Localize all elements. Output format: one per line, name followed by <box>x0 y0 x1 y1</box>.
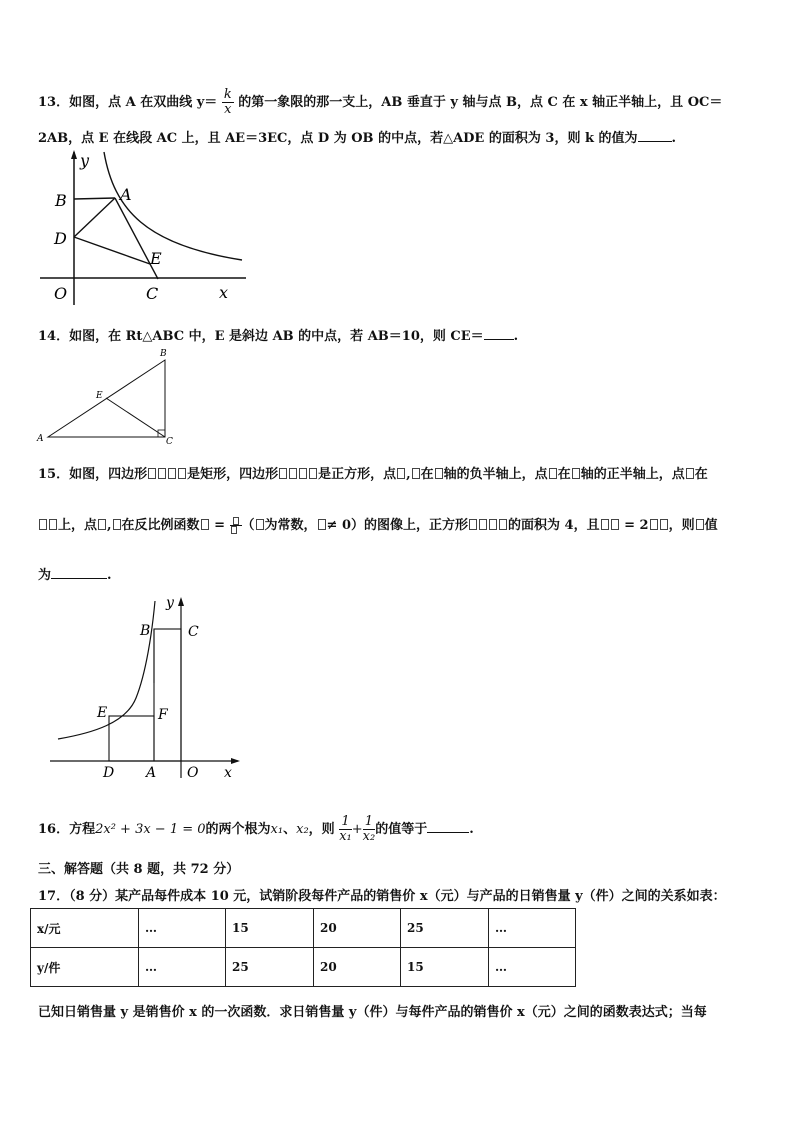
table-row <box>31 948 576 987</box>
q15-text-e: 轴的负半轴上，点 <box>443 467 548 482</box>
table-cell: 25 <box>226 948 314 987</box>
q13-hyperbola <box>104 152 242 260</box>
q16-text-c: ，则 <box>308 822 335 837</box>
table-cell: … <box>489 909 576 948</box>
q14-label-B: B <box>160 349 167 359</box>
q13-text-c: 2AB，点 E 在线段 AC 上，且 AE＝3EC，点 D 为 OB 的中点，若△ADE 的面积为 3，则 k 的值为 <box>38 131 638 146</box>
q16-sep: 、 <box>283 822 297 837</box>
q13-segment-DA <box>74 198 115 237</box>
q15-y-arrow <box>178 597 184 606</box>
table-cell: 15 <box>401 948 489 987</box>
q15-text-q: 值 <box>704 518 718 533</box>
q15-label-D: D <box>103 765 115 781</box>
q16-period: . <box>469 822 474 837</box>
q13-fraction <box>222 88 234 117</box>
q13-label-E: E <box>150 249 162 268</box>
q16-answer-blank[interactable] <box>427 820 469 833</box>
q13-frac-num: k <box>223 87 232 102</box>
q15-label-O: O <box>187 765 199 781</box>
q13-answer-blank[interactable] <box>638 129 672 142</box>
q15-label-x: x <box>224 765 232 781</box>
q15-label-A: A <box>146 765 157 781</box>
q15-text-c: 是正方形，点 <box>318 467 397 482</box>
q15-line2: 上，点 , 在反比例函数 = （ 为常数， ≠ 0）的图像上，正方形 的面积为 4，且 = 2 ，则 值 <box>38 514 718 534</box>
q14-figure <box>34 346 182 446</box>
q15-square-EFAD <box>109 716 154 761</box>
q15-text-d: 在 <box>420 467 434 482</box>
q15-text-j: 在反比例函数 <box>121 518 200 533</box>
q14-label-C: C <box>166 437 173 446</box>
q13-label-D: D <box>54 229 67 248</box>
table-cell: x/元 <box>31 909 139 948</box>
q15-text-r: 为 <box>38 568 52 583</box>
q16-text-d: 的值等于 <box>375 822 428 837</box>
q15-text-n: 的面积为 4，且 <box>508 518 600 533</box>
q14-period: . <box>513 329 519 344</box>
q16-x1: x₁ <box>270 822 284 837</box>
q15-text-m: ≠ 0）的图像上，正方形 <box>326 518 469 533</box>
q13-text-b: 的第一象限的那一支上，AB 垂直于 y 轴与点 B，点 C 在 x 轴正半轴上，且 OC＝ <box>238 95 723 110</box>
q13-label-x: x <box>219 283 229 302</box>
q15-fraction <box>230 517 242 534</box>
q16-frac-2: $\frac{1}{\text{x₂}}$ <box>362 814 376 844</box>
q16-frac-1: $\frac{1}{\text{x₁}}$ <box>339 814 352 844</box>
q16-x2: x₂ <box>296 822 309 837</box>
q15-answer-blank[interactable] <box>51 566 107 579</box>
q13-text-a: 13．如图，点 A 在双曲线 y＝ <box>38 95 218 110</box>
q13-label-A: A <box>120 185 132 204</box>
q15-text-k: （ <box>241 518 255 533</box>
q16-text-a: 16．方程 <box>38 822 96 837</box>
q15-label-B: B <box>140 623 151 639</box>
section-heading: 三、解答题（共 8 题，共 72 分） <box>38 862 240 877</box>
q14-label-A: A <box>37 434 44 444</box>
table-row <box>31 909 576 948</box>
q13-line2 <box>38 127 676 146</box>
q15-label-C: C <box>188 624 199 640</box>
q16-equation: 2x² + 3x − 1 = 0 <box>95 822 206 837</box>
q15-label-y: y <box>166 595 174 611</box>
q15-text-f: 在 <box>557 467 571 482</box>
q13-segment-AB <box>74 198 115 199</box>
table-cell: 25 <box>401 909 489 948</box>
q17-table <box>30 908 576 987</box>
q14-segment-CE <box>106 398 165 437</box>
table-cell: … <box>489 948 576 987</box>
q15-label-F: F <box>158 707 168 723</box>
q17-text: 17．（8 分）某产品每件成本 10 元，试销阶段每件产品的销售价 x（元）与产品的日销售量 y（件）之间的关系如表： <box>38 889 726 904</box>
q15-text-p: ，则 <box>668 518 695 533</box>
table-cell: 20 <box>314 948 401 987</box>
q13-period: . <box>671 131 677 146</box>
q15-text-l: 为常数， <box>264 518 317 533</box>
q15-rect-BCOA <box>154 629 181 761</box>
q14-answer-blank[interactable] <box>484 327 514 340</box>
q15-text-g: 轴的正半轴上，点 <box>580 467 685 482</box>
q13-frac-den: x <box>224 102 232 117</box>
q14-line <box>38 325 518 344</box>
q15-figure <box>48 593 244 785</box>
q13-label-y: y <box>80 151 90 170</box>
q15-text-a: 15．如图，四边形 <box>38 467 148 482</box>
q15-text-o: = 2 <box>624 518 649 533</box>
q13-figure <box>36 150 248 308</box>
q15-x-arrow <box>231 758 240 764</box>
q15-text-h: 在 <box>694 467 708 482</box>
q14-text: 14．如图，在 Rt△ABC 中，E 是斜边 AB 的中点，若 AB＝10，则 CE＝ <box>38 329 484 344</box>
q15-text-b: 是矩形，四边形 <box>187 467 279 482</box>
q15-line3 <box>38 564 112 583</box>
q13-y-arrow <box>71 150 77 159</box>
table-cell: 15 <box>226 909 314 948</box>
q13-line1 <box>38 88 722 117</box>
q16-plus: + <box>351 822 363 837</box>
q17-after: 已知日销售量 y 是销售价 x 的一次函数．求日销售量 y（件）与每件产品的销售价 x（元）之间的函数表达式；当每 <box>38 1005 707 1020</box>
q15-line1: 15．如图，四边形 是矩形，四边形 是正方形，点 , 在 轴的负半轴上，点 在 轴的正半轴上，点 在 <box>38 467 708 482</box>
table-cell: … <box>139 909 226 948</box>
table-cell: 20 <box>314 909 401 948</box>
q16-line <box>38 815 474 844</box>
q15-text-i: 上，点 <box>58 518 98 533</box>
q16-text-b: 的两个根为 <box>205 822 271 837</box>
table-cell: y/件 <box>31 948 139 987</box>
table-cell: … <box>139 948 226 987</box>
q15-label-E: E <box>97 705 108 721</box>
q13-label-C: C <box>146 284 159 303</box>
q14-label-E: E <box>96 391 103 401</box>
q13-label-B: B <box>55 191 67 210</box>
q13-label-O: O <box>54 284 68 303</box>
q15-period: . <box>107 568 112 583</box>
